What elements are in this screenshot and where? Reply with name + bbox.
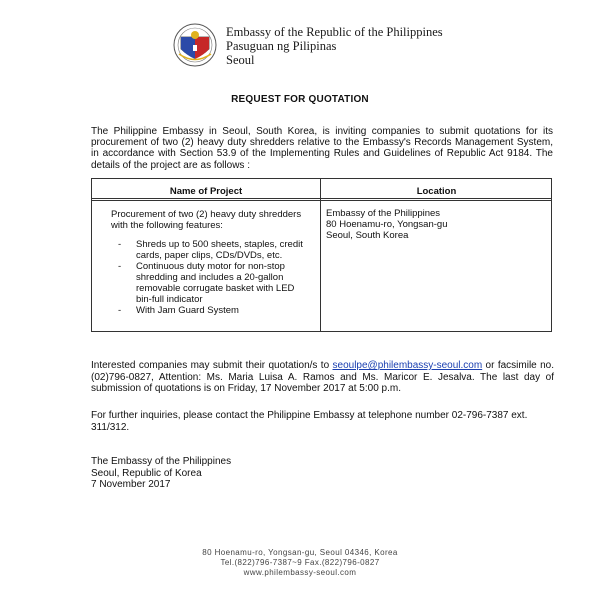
submission-paragraph [91, 360, 554, 395]
submission-text-end: or facsimile no. (02)796-0827, Attention: Ms. Maria Luisa A. Ramos and Ms. Maricor E. Jesalva. The last day of submission of quotations is on Friday, 17 November 2017 at 5:00 p.m. [91, 360, 554, 394]
table-header-divider-2 [92, 200, 551, 201]
location-line: Seoul, South Korea [326, 230, 409, 241]
project-cell [111, 209, 311, 316]
list-item: - Shreds up to 500 sheets, staples, credit cards, paper clips, CDs/DVDs, etc. [111, 239, 311, 261]
closing-block [91, 456, 231, 491]
location-cell [326, 208, 546, 241]
email-link[interactable]: seoulpe@philembassy-seoul.com [332, 360, 483, 371]
submission-text-start: Interested companies may submit their quotation/s to [91, 360, 333, 371]
letterhead-line1: Embassy of the Republic of the Philippines [226, 25, 443, 39]
closing-line1: The Embassy of the Philippines [91, 456, 232, 467]
closing-line2: Seoul, Republic of Korea [91, 467, 202, 479]
footer [0, 548, 600, 578]
location-line: 80 Hoenamu-ro, Yongsan-gu [326, 219, 448, 230]
location-line: Embassy of the Philippines [326, 208, 441, 219]
philippine-seal-icon [173, 23, 217, 67]
letterhead-line3: Seoul [226, 53, 255, 67]
letterhead [226, 25, 443, 67]
inquiries-paragraph: For further inquiries, please contact the Philippine Embassy at telephone number 02-796-7387 ext. 311/312. [91, 410, 528, 433]
footer-phones: Tel.(822)796-7387~9 Fax.(822)796-0827 [220, 558, 380, 567]
closing-date: 7 November 2017 [91, 479, 171, 490]
footer-website[interactable]: www.philembassy-seoul.com [243, 568, 357, 577]
table-header-project: Name of Project [169, 186, 243, 197]
list-item: - With Jam Guard System [111, 305, 311, 316]
table-header-divider [92, 198, 551, 199]
intro-paragraph: The Philippine Embassy in Seoul, South Korea, is inviting companies to submit quotations for its procurement of two (2) heavy duty shredders relative to the Embassy's Records Management System, in accordance with Section 53.9 of the Implementing Rules and Guidelines of Republic Act 9184. The details of the project are as follows : [91, 126, 553, 171]
table-header-location: Location [416, 186, 457, 197]
feature-list [111, 239, 311, 316]
footer-address: 80 Hoenamu-ro, Yongsan-gu, Seoul 04346, Korea [202, 548, 398, 557]
list-item: - Continuous duty motor for non-stop shredding and includes a 20-gallon removable corrugate basket with LED bin-full indicator [111, 261, 311, 305]
table-column-divider [320, 179, 321, 331]
document-title: REQUEST FOR QUOTATION [231, 94, 369, 105]
letterhead-line2: Pasuguan ng Pilipinas [226, 39, 337, 53]
project-description: Procurement of two (2) heavy duty shredders with the following features: [111, 209, 302, 231]
project-table [91, 178, 552, 332]
